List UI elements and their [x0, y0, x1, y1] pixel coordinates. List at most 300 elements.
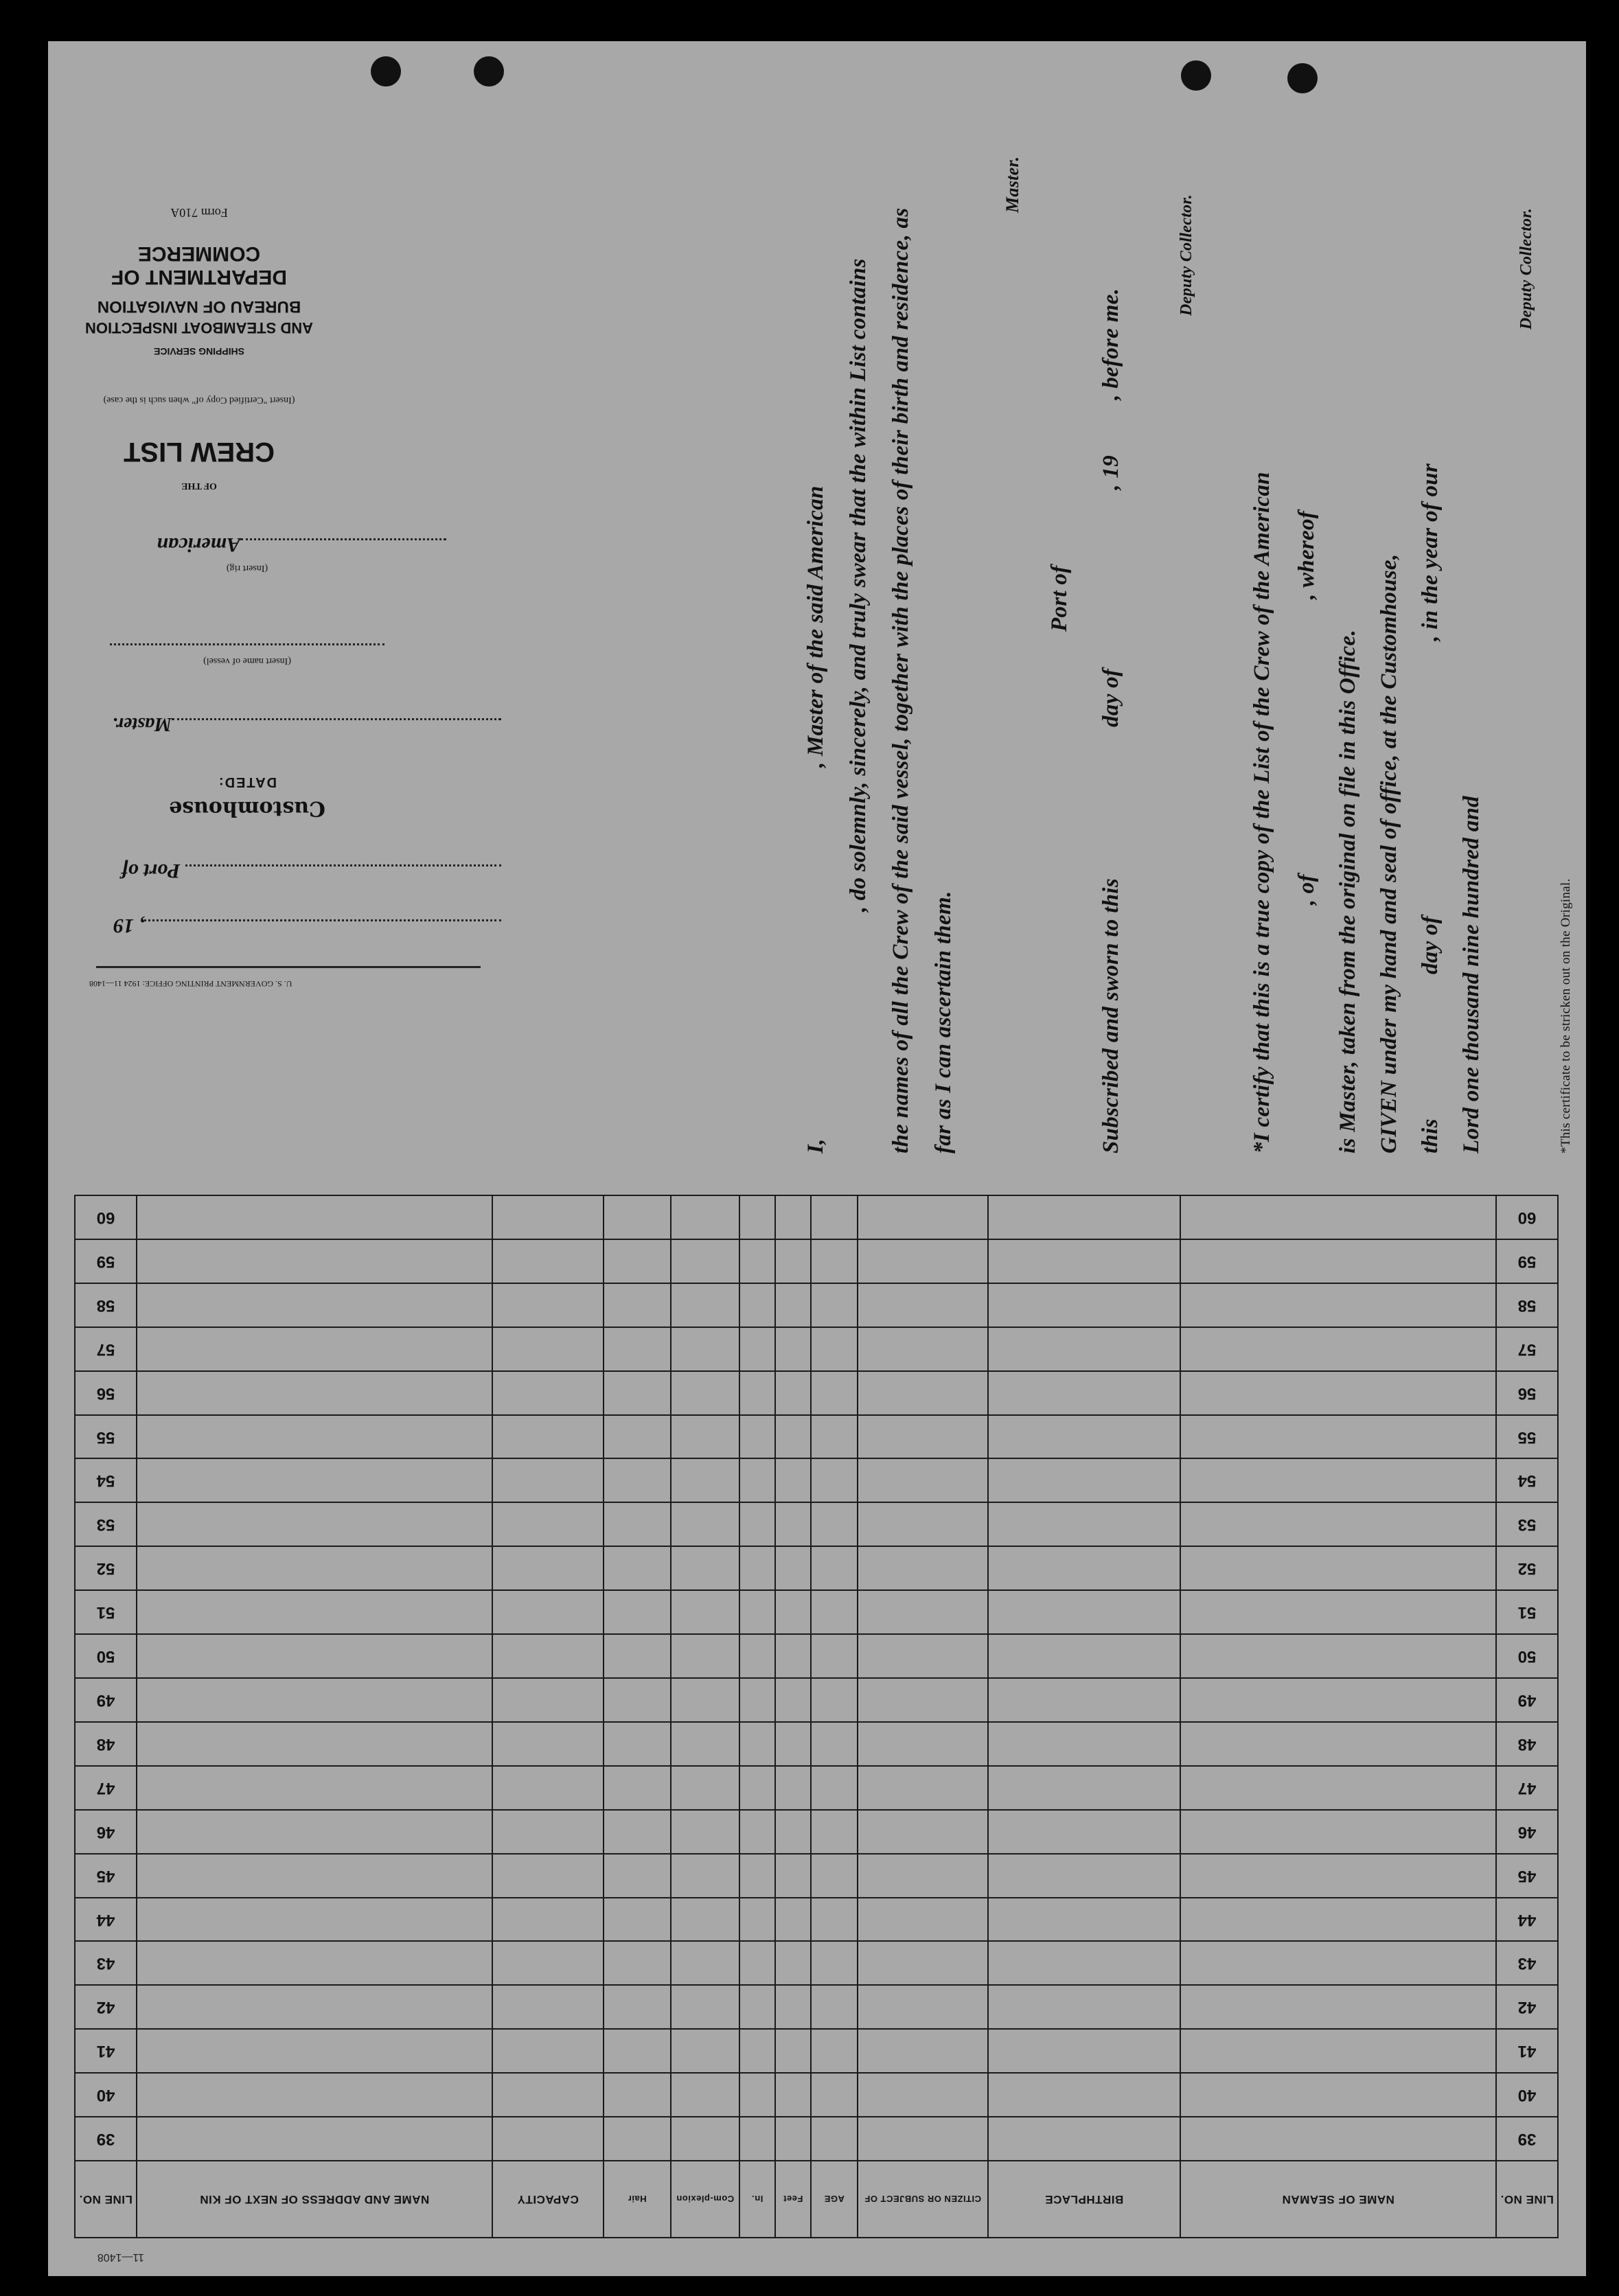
table-cell[interactable] — [1180, 1766, 1496, 1810]
line-number-right: 42 — [75, 1985, 137, 2029]
table-cell[interactable] — [492, 1722, 604, 1766]
table-cell[interactable] — [775, 1810, 811, 1854]
table-cell[interactable] — [1180, 1502, 1496, 1546]
table-cell[interactable] — [775, 2117, 811, 2161]
table-cell[interactable] — [811, 1195, 858, 1239]
header-row — [75, 2161, 1558, 2238]
table-cell[interactable] — [858, 1371, 988, 1415]
header-complexion: Com-plexion — [671, 2161, 739, 2238]
table-cell[interactable] — [858, 1502, 988, 1546]
table-cell[interactable] — [988, 1810, 1180, 1854]
table-cell[interactable] — [811, 1502, 858, 1546]
table-cell[interactable] — [775, 1502, 811, 1546]
table-cell[interactable] — [137, 1722, 492, 1766]
table-cell[interactable] — [492, 1239, 604, 1283]
line-number-right: 50 — [75, 1634, 137, 1678]
table-cell[interactable] — [811, 1415, 858, 1459]
table-cell[interactable] — [492, 2073, 604, 2117]
table-cell[interactable] — [988, 1898, 1180, 1942]
table-cell[interactable] — [1180, 1459, 1496, 1503]
table-cell[interactable] — [739, 1415, 775, 1459]
table-cell[interactable] — [137, 2117, 492, 2161]
table-cell[interactable] — [988, 1854, 1180, 1898]
table-cell[interactable] — [739, 1283, 775, 1327]
table-cell[interactable] — [604, 1459, 671, 1503]
table-cell[interactable] — [775, 2029, 811, 2073]
line-number-right: 57 — [75, 1327, 137, 1371]
table-cell[interactable] — [739, 1502, 775, 1546]
line-number-right: 40 — [75, 2073, 137, 2117]
insert-certified: (Insert "Certified Copy of" when such is the case) — [103, 395, 295, 405]
table-cell[interactable] — [739, 1590, 775, 1634]
table-row — [75, 1239, 1558, 1283]
table-cell[interactable] — [811, 1546, 858, 1590]
table-cell[interactable] — [858, 1546, 988, 1590]
table-cell[interactable] — [858, 1898, 988, 1942]
stub-port-of: Port of — [121, 860, 181, 882]
line-number: 42 — [1496, 1985, 1558, 2029]
table-cell[interactable] — [739, 1195, 775, 1239]
table-cell[interactable] — [604, 1722, 671, 1766]
table-cell[interactable] — [492, 1283, 604, 1327]
table-cell[interactable] — [858, 1722, 988, 1766]
table-cell[interactable] — [137, 1590, 492, 1634]
table-cell[interactable] — [775, 1371, 811, 1415]
table-row — [75, 1985, 1558, 2029]
cover-block — [84, 69, 707, 1167]
table-cell[interactable] — [1180, 1283, 1496, 1327]
table-cell[interactable] — [671, 2117, 739, 2161]
table-cell[interactable] — [775, 1415, 811, 1459]
table-cell[interactable] — [671, 1810, 739, 1854]
table-cell[interactable] — [988, 2029, 1180, 2073]
table-cell[interactable] — [492, 1766, 604, 1810]
header-next-of-kin: NAME AND ADDRESS OF NEXT OF KIN — [137, 2161, 492, 2238]
fill-line — [185, 864, 501, 866]
table-cell[interactable] — [811, 1327, 858, 1371]
table-cell[interactable] — [739, 2117, 775, 2161]
line-number: 59 — [1496, 1239, 1558, 1283]
table-cell[interactable] — [775, 1634, 811, 1678]
table-cell[interactable] — [137, 1854, 492, 1898]
table-cell[interactable] — [811, 1898, 858, 1942]
crew-table-wrap — [76, 1195, 1559, 2263]
table-cell[interactable] — [988, 1590, 1180, 1634]
line-number: 58 — [1496, 1283, 1558, 1327]
table-cell[interactable] — [775, 1459, 811, 1503]
line-number: 54 — [1496, 1459, 1558, 1503]
table-cell[interactable] — [775, 1898, 811, 1942]
table-cell[interactable] — [988, 1415, 1180, 1459]
header-line-no-right: LINE NO. — [75, 2161, 137, 2238]
table-cell[interactable] — [811, 1810, 858, 1854]
table-cell[interactable] — [492, 1195, 604, 1239]
line-number-right: 41 — [75, 2029, 137, 2073]
table-cell[interactable] — [492, 2029, 604, 2073]
table-cell[interactable] — [858, 1239, 988, 1283]
header-capacity: CAPACITY — [492, 2161, 604, 2238]
table-cell[interactable] — [1180, 1239, 1496, 1283]
table-cell[interactable] — [1180, 1546, 1496, 1590]
table-cell[interactable] — [775, 1985, 811, 2029]
table-cell[interactable] — [858, 1634, 988, 1678]
table-cell[interactable] — [137, 1546, 492, 1590]
stub-19: , 19 — [113, 915, 144, 937]
table-cell[interactable] — [858, 1810, 988, 1854]
table-row — [75, 1195, 1558, 1239]
table-cell[interactable] — [671, 1283, 739, 1327]
header-feet: Feet — [775, 2161, 811, 2238]
table-cell[interactable] — [604, 1502, 671, 1546]
table-cell[interactable] — [988, 1327, 1180, 1371]
table-cell[interactable] — [604, 2117, 671, 2161]
table-cell[interactable] — [739, 1854, 775, 1898]
line-number-right: 56 — [75, 1371, 137, 1415]
table-cell[interactable] — [811, 1722, 858, 1766]
year-of-our: , in the year of our — [1418, 463, 1443, 641]
table-cell[interactable] — [671, 1985, 739, 2029]
header-name: NAME OF SEAMAN — [1180, 2161, 1496, 2238]
table-cell[interactable] — [671, 1502, 739, 1546]
crew-table-body — [75, 1195, 1558, 2161]
document-page — [48, 41, 1586, 2276]
table-cell[interactable] — [858, 1415, 988, 1459]
table-cell[interactable] — [739, 1678, 775, 1722]
table-cell[interactable] — [858, 1854, 988, 1898]
table-cell[interactable] — [492, 1327, 604, 1371]
table-cell[interactable] — [137, 2073, 492, 2117]
table-cell[interactable] — [811, 1941, 858, 1985]
table-cell[interactable] — [604, 1854, 671, 1898]
table-cell[interactable] — [671, 1678, 739, 1722]
table-cell[interactable] — [858, 1195, 988, 1239]
table-cell[interactable] — [775, 1766, 811, 1810]
table-cell[interactable] — [137, 1941, 492, 1985]
oath-master-american: , Master of the said American — [803, 485, 828, 768]
table-cell[interactable] — [671, 1327, 739, 1371]
table-cell[interactable] — [858, 1678, 988, 1722]
table-cell[interactable] — [671, 1722, 739, 1766]
table-cell[interactable] — [739, 1985, 775, 2029]
american-label — [103, 533, 446, 556]
table-cell[interactable] — [858, 1766, 988, 1810]
table-cell[interactable] — [604, 1941, 671, 1985]
table-cell[interactable] — [811, 1371, 858, 1415]
table-cell[interactable] — [604, 1546, 671, 1590]
table-cell[interactable] — [811, 1985, 858, 2029]
given-text: GIVEN under my hand and seal of office, at the Customhouse, — [1377, 553, 1401, 1153]
line-number: 52 — [1496, 1546, 1558, 1590]
line-number-right: 45 — [75, 1854, 137, 1898]
table-cell[interactable] — [671, 2073, 739, 2117]
table-cell[interactable] — [1180, 1810, 1496, 1854]
fill-line — [172, 718, 501, 720]
stub-master: Master. — [112, 713, 172, 735]
table-cell[interactable] — [775, 1941, 811, 1985]
table-cell[interactable] — [811, 1459, 858, 1503]
table-cell[interactable] — [604, 1985, 671, 2029]
dept-commerce: DEPARTMENT OF COMMERCE — [111, 242, 288, 288]
table-row — [75, 1502, 1558, 1546]
table-cell[interactable] — [604, 1678, 671, 1722]
table-cell[interactable] — [988, 1766, 1180, 1810]
line-number: 46 — [1496, 1810, 1558, 1854]
table-cell[interactable] — [492, 1898, 604, 1942]
table-cell[interactable] — [739, 1546, 775, 1590]
table-cell[interactable] — [1180, 1327, 1496, 1371]
table-cell[interactable] — [137, 1327, 492, 1371]
table-cell[interactable] — [811, 1854, 858, 1898]
master-line — [89, 713, 501, 735]
table-cell[interactable] — [775, 1327, 811, 1371]
table-cell[interactable] — [1180, 1941, 1496, 1985]
table-cell[interactable] — [988, 1985, 1180, 2029]
table-cell[interactable] — [811, 1634, 858, 1678]
table-cell[interactable] — [604, 1898, 671, 1942]
table-cell[interactable] — [988, 1678, 1180, 1722]
line-number-right: 51 — [75, 1590, 137, 1634]
table-cell[interactable] — [811, 2117, 858, 2161]
port-of-label: Port of — [1047, 565, 1072, 632]
table-cell[interactable] — [137, 1634, 492, 1678]
table-cell[interactable] — [858, 1985, 988, 2029]
table-cell[interactable] — [739, 1371, 775, 1415]
table-cell[interactable] — [671, 1898, 739, 1942]
table-cell[interactable] — [739, 1810, 775, 1854]
table-row — [75, 1459, 1558, 1503]
oath-ascertain: far as I can ascertain them. — [931, 891, 956, 1153]
table-row — [75, 1810, 1558, 1854]
table-cell[interactable] — [671, 2029, 739, 2073]
table-row — [75, 1546, 1558, 1590]
table-cell[interactable] — [492, 1678, 604, 1722]
table-cell[interactable] — [492, 1502, 604, 1546]
table-cell[interactable] — [137, 1195, 492, 1239]
table-cell[interactable] — [671, 1239, 739, 1283]
table-cell[interactable] — [1180, 2029, 1496, 2073]
table-cell[interactable] — [492, 1459, 604, 1503]
line-number: 56 — [1496, 1371, 1558, 1415]
table-cell[interactable] — [1180, 1854, 1496, 1898]
table-cell[interactable] — [775, 1546, 811, 1590]
table-cell[interactable] — [604, 1766, 671, 1810]
table-cell[interactable] — [137, 1898, 492, 1942]
line-number: 48 — [1496, 1722, 1558, 1766]
table-cell[interactable] — [775, 1722, 811, 1766]
table-cell[interactable] — [1180, 2073, 1496, 2117]
table-cell[interactable] — [988, 1634, 1180, 1678]
table-cell[interactable] — [739, 2073, 775, 2117]
table-cell[interactable] — [604, 1239, 671, 1283]
table-cell[interactable] — [1180, 1898, 1496, 1942]
table-cell[interactable] — [671, 1941, 739, 1985]
table-cell[interactable] — [604, 1810, 671, 1854]
table-cell[interactable] — [811, 2073, 858, 2117]
table-cell[interactable] — [988, 1722, 1180, 1766]
table-cell[interactable] — [1180, 2117, 1496, 2161]
table-cell[interactable] — [137, 2029, 492, 2073]
table-cell[interactable] — [739, 1898, 775, 1942]
table-cell[interactable] — [604, 1327, 671, 1371]
table-cell[interactable] — [739, 1327, 775, 1371]
form-number: Form 710A — [170, 206, 228, 220]
table-cell[interactable] — [858, 1459, 988, 1503]
certify-of: , of — [1294, 874, 1319, 906]
footnote: *This certificate to be stricken out on the Original. — [1559, 878, 1573, 1153]
table-cell[interactable] — [492, 1590, 604, 1634]
table-cell[interactable] — [988, 2117, 1180, 2161]
table-cell[interactable] — [811, 1678, 858, 1722]
table-cell[interactable] — [775, 2073, 811, 2117]
table-cell[interactable] — [137, 1371, 492, 1415]
table-cell[interactable] — [492, 1854, 604, 1898]
table-cell[interactable] — [604, 2073, 671, 2117]
table-cell[interactable] — [775, 1590, 811, 1634]
table-cell[interactable] — [604, 2029, 671, 2073]
table-row — [75, 1678, 1558, 1722]
table-cell[interactable] — [137, 1415, 492, 1459]
line-number-right: 49 — [75, 1678, 137, 1722]
table-cell[interactable] — [988, 1371, 1180, 1415]
table-cell[interactable] — [492, 1546, 604, 1590]
table-row — [75, 1854, 1558, 1898]
table-cell[interactable] — [1180, 1985, 1496, 2029]
table-cell[interactable] — [739, 1459, 775, 1503]
header-citizen: CITIZEN OR SUBJECT OF — [858, 2161, 988, 2238]
table-cell[interactable] — [988, 1459, 1180, 1503]
table-cell[interactable] — [137, 1502, 492, 1546]
table-cell[interactable] — [988, 1195, 1180, 1239]
table-cell[interactable] — [858, 2073, 988, 2117]
dated-label: DATED: — [217, 774, 277, 790]
table-cell[interactable] — [775, 1239, 811, 1283]
table-cell[interactable] — [137, 1459, 492, 1503]
table-cell[interactable] — [604, 1283, 671, 1327]
line-number: 41 — [1496, 2029, 1558, 2073]
table-cell[interactable] — [811, 1283, 858, 1327]
line-number: 51 — [1496, 1590, 1558, 1634]
line-number-right: 58 — [75, 1283, 137, 1327]
subscribed-day: day of — [1099, 668, 1123, 728]
table-row — [75, 1283, 1558, 1327]
table-cell[interactable] — [671, 1415, 739, 1459]
line-number: 45 — [1496, 1854, 1558, 1898]
table-cell[interactable] — [671, 1766, 739, 1810]
table-cell[interactable] — [137, 1678, 492, 1722]
deputy-collector-2: Deputy Collector. — [1517, 207, 1535, 330]
table-cell[interactable] — [858, 1941, 988, 1985]
port-line — [89, 859, 501, 882]
line-number: 57 — [1496, 1327, 1558, 1371]
table-cell[interactable] — [671, 1590, 739, 1634]
table-cell[interactable] — [604, 1415, 671, 1459]
line-number: 49 — [1496, 1678, 1558, 1722]
table-cell[interactable] — [137, 1283, 492, 1327]
line-number-right: 54 — [75, 1459, 137, 1503]
table-cell[interactable] — [775, 1854, 811, 1898]
table-cell[interactable] — [739, 1239, 775, 1283]
table-cell[interactable] — [988, 2073, 1180, 2117]
line-number: 47 — [1496, 1766, 1558, 1810]
table-cell[interactable] — [739, 1941, 775, 1985]
table-cell[interactable] — [858, 2117, 988, 2161]
table-cell[interactable] — [137, 1985, 492, 2029]
table-cell[interactable] — [988, 1283, 1180, 1327]
table-cell[interactable] — [671, 1371, 739, 1415]
table-cell[interactable] — [739, 2029, 775, 2073]
day-of-label: day of — [1418, 915, 1443, 975]
table-cell[interactable] — [775, 1195, 811, 1239]
table-cell[interactable] — [1180, 1195, 1496, 1239]
certify-whereof: , whereof — [1294, 510, 1319, 600]
form-code: 11—1408 — [97, 2251, 144, 2263]
line-number-right: 53 — [75, 1502, 137, 1546]
table-cell[interactable] — [811, 1766, 858, 1810]
table-row — [75, 1327, 1558, 1371]
table-cell[interactable] — [775, 1678, 811, 1722]
line-number-right: 46 — [75, 1810, 137, 1854]
master-label: Master. — [1002, 156, 1022, 213]
table-cell[interactable] — [1180, 1590, 1496, 1634]
table-cell[interactable] — [739, 1766, 775, 1810]
table-cell[interactable] — [1180, 1415, 1496, 1459]
table-cell[interactable] — [492, 1415, 604, 1459]
table-cell[interactable] — [1180, 1371, 1496, 1415]
table-cell[interactable] — [671, 1459, 739, 1503]
table-cell[interactable] — [988, 1502, 1180, 1546]
table-cell[interactable] — [988, 1239, 1180, 1283]
table-cell[interactable] — [671, 1854, 739, 1898]
table-cell[interactable] — [604, 1371, 671, 1415]
table-cell[interactable] — [137, 1810, 492, 1854]
table-cell[interactable] — [858, 1590, 988, 1634]
oath-names: the names of all the Crew of the said vessel, together with the places of their birth and residence, as — [888, 207, 913, 1153]
table-cell[interactable] — [775, 1283, 811, 1327]
table-cell[interactable] — [604, 1590, 671, 1634]
table-row — [75, 1766, 1558, 1810]
line-number: 55 — [1496, 1415, 1558, 1459]
table-cell[interactable] — [858, 2029, 988, 2073]
table-cell[interactable] — [858, 1327, 988, 1371]
table-cell[interactable] — [1180, 1722, 1496, 1766]
table-cell[interactable] — [492, 2117, 604, 2161]
table-cell[interactable] — [739, 1634, 775, 1678]
table-cell[interactable] — [492, 1371, 604, 1415]
line-number-right: 47 — [75, 1766, 137, 1810]
table-cell[interactable] — [858, 1283, 988, 1327]
table-cell[interactable] — [671, 1195, 739, 1239]
table-cell[interactable] — [988, 1546, 1180, 1590]
table-cell[interactable] — [739, 1722, 775, 1766]
subscribed-19: , 19 — [1099, 455, 1123, 490]
table-cell[interactable] — [671, 1634, 739, 1678]
table-cell[interactable] — [811, 1239, 858, 1283]
table-cell[interactable] — [492, 1634, 604, 1678]
table-cell[interactable] — [137, 1766, 492, 1810]
table-cell[interactable] — [492, 1985, 604, 2029]
table-cell[interactable] — [811, 1590, 858, 1634]
table-cell[interactable] — [604, 1195, 671, 1239]
table-cell[interactable] — [1180, 1678, 1496, 1722]
table-cell[interactable] — [811, 2029, 858, 2073]
table-cell[interactable] — [1180, 1634, 1496, 1678]
table-cell[interactable] — [604, 1634, 671, 1678]
table-cell[interactable] — [671, 1546, 739, 1590]
table-cell[interactable] — [988, 1941, 1180, 1985]
table-cell[interactable] — [137, 1239, 492, 1283]
table-cell[interactable] — [492, 1941, 604, 1985]
table-cell[interactable] — [492, 1810, 604, 1854]
